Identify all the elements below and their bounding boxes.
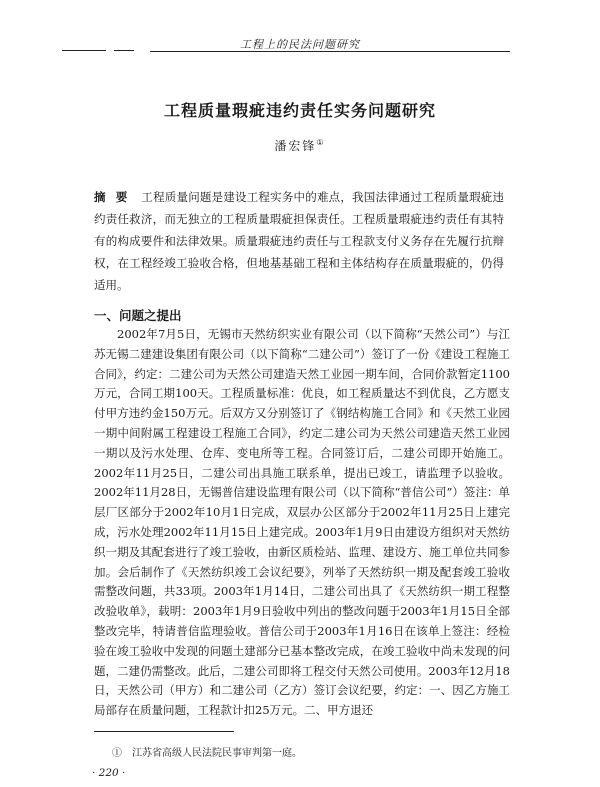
page-number: · 220 ·	[92, 767, 126, 779]
abstract-text: 工程质量问题是建设工程实务中的难点，我国法律通过工程质量瑕疵违约责任救济，而无独立的工程质量瑕疵担保责任。工程质量瑕疵违约责任有其特有的构成要件和法律效果。质量瑕疵违约责任与工程款支付义务存在先履行抗辩权，在工程经竣工验收合格，但地基基础工程和主体结构存在质量瑕疵的，仍得适用。	[94, 190, 504, 292]
footnote-rule	[94, 731, 234, 732]
running-head: 工程上的民法问题研究	[240, 38, 360, 51]
author-line	[0, 137, 600, 154]
body-text	[94, 325, 510, 721]
author-name: 潘宏锋	[274, 139, 317, 153]
abstract-label: 摘要	[94, 190, 138, 204]
author-footnote-mark: ①	[316, 138, 326, 147]
footnote: ① 江苏省高级人民法院民事审判第一庭。	[112, 748, 302, 759]
article-title: 工程质量瑕疵违约责任实务问题研究	[163, 101, 436, 120]
body-paragraph: 2002年7月5日，无锡市天然纺织实业有限公司（以下简称“天然公司”）与江苏无锡二建建设集团有限公司（以下简称“二建公司”）签订了一份《建设工程施工合同》，约定：二建公司为天然公司建造天然工业园一期车间，合同价款暂定1100万元，合同工期100天。工程质量标准：优良，如工程质量达不到优良，乙方愿支付甲方违约金150万元。后双方又分别签订了《钢结构施工合同》和《天然工业园一期中间附属工程建设工程施工合同》，约定二建公司为天然公司建造天然工业园一期以及污水处理、仓库、变电所等工程。合同签订后，二建公司即开始施工。2002年11月25日，二建公司出具施工联系单，提出已竣工，请监理予以验收。2002年11月28日，无锡普信建设监理有限公司（以下简称“普信公司”）签注：单层厂区部分于2002年10月1日完成，双层办公区部分于2002年11月25日上建完成，污水处理2002年11月15日上建完成。2003年1月9日由建设方组织对天然纺织一期及其配套进行了竣工验收，由新区质检站、监理、建设方、施工单位共同参加。会后制作了《天然纺织竣工会议纪要》，列举了天然纺织一期及配套竣工验收需整改问题，共33项。2003年1月14日，二建公司出具了《天然纺织一期工程整改验收单》，载明：2003年1月9日验收中列出的整改问题于2003年1月15日全部整改完毕，特请普信监理验收。普信公司于2003年1月16日在该单上签注：经检验在竣工验收中发现的问题土建部分已基本整改完成，在竣工验收中尚未发现的问题，二建仍需整改。此后，二建公司即将工程交付天然公司使用。2003年12月18日，天然公司（甲方）和二建公司（乙方）签订会议纪要，约定：一、因乙方施工局部存在质量问题，工程款计扣25万元。二、甲方退还	[94, 327, 510, 718]
section-heading: 一、问题之提出	[94, 308, 182, 323]
abstract	[94, 186, 504, 296]
